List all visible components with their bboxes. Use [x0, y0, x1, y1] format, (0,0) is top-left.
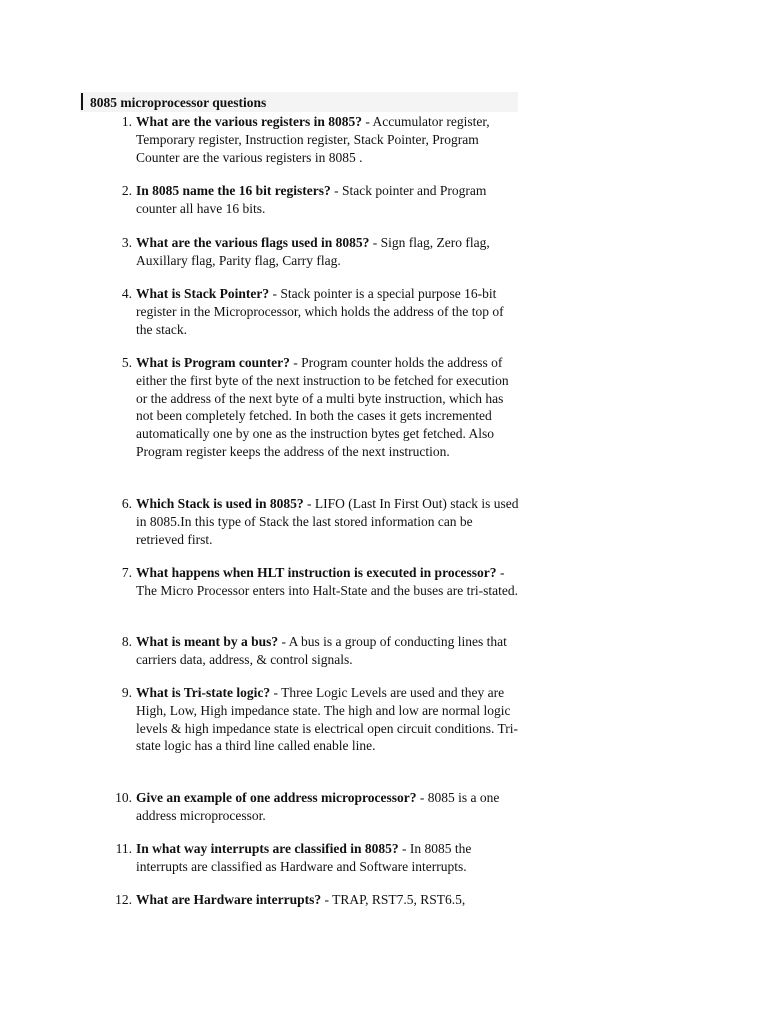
- item-body: [136, 354, 520, 461]
- question-text: What is meant by a bus?: [136, 634, 279, 649]
- answer-text: - In 8085 the interrupts are classified as Hardware and Software interrupts.: [136, 841, 472, 874]
- item-number: 7.: [121, 565, 132, 580]
- question-text: What is Program counter?: [136, 355, 290, 370]
- question-text: Give an example of one address microprocessor?: [136, 790, 417, 805]
- list-item: [110, 182, 520, 218]
- item-number: 11.: [115, 841, 132, 856]
- item-body: [136, 789, 520, 825]
- item-number: 3.: [121, 235, 132, 250]
- answer-text: - 8085 is a one address microprocessor.: [136, 790, 500, 823]
- item-body: [136, 564, 520, 600]
- document-title: 8085 microprocessor questions: [90, 95, 267, 110]
- item-body: [136, 840, 520, 876]
- answer-text: - Sign flag, Zero flag, Auxillary flag, Parity flag, Carry flag.: [136, 235, 490, 268]
- answer-text: - The Micro Processor enters into Halt-State and the buses are tri-stated.: [136, 565, 519, 598]
- answer-text: - Stack pointer is a special purpose 16-bit register in the Microprocessor, which holds the address of the top of the stack.: [136, 286, 504, 337]
- question-text: What happens when HLT instruction is executed in processor?: [136, 565, 497, 580]
- item-number: 1.: [121, 114, 132, 129]
- item-number: 12.: [115, 892, 132, 907]
- answer-text: - LIFO (Last In First Out) stack is used in 8085.In this type of Stack the last stored information can be retrieved first.: [136, 496, 519, 547]
- item-body: [136, 684, 520, 755]
- question-text: What are the various registers in 8085?: [136, 114, 362, 129]
- list-item: [110, 789, 520, 825]
- question-text: In what way interrupts are classified in 8085?: [136, 841, 399, 856]
- answer-text: - Accumulator register, Temporary register, Instruction register, Stack Pointer, Program Counter are the various registers in 8085 .: [136, 114, 490, 165]
- item-number: 8.: [121, 634, 132, 649]
- list-item: [110, 564, 520, 600]
- answer-text: - TRAP, RST7.5, RST6.5,: [321, 892, 466, 907]
- item-number: 4.: [121, 286, 132, 301]
- answer-text: - A bus is a group of conducting lines that carriers data, address, & control signals.: [136, 634, 507, 667]
- item-number: 10.: [115, 790, 132, 805]
- answer-text: - Three Logic Levels are used and they are High, Low, High impedance state. The high and low are normal logic levels & high impedance state is electrical open circuit conditions. Tri-state logic has a third line called enable line.: [136, 685, 519, 754]
- item-body: [136, 633, 520, 669]
- answer-text: - Stack pointer and Program counter all have 16 bits.: [136, 183, 487, 216]
- list-item: [110, 840, 520, 876]
- list-item: [110, 495, 520, 548]
- question-text: What are Hardware interrupts?: [136, 892, 322, 907]
- item-body: [136, 182, 520, 218]
- item-body: [136, 285, 520, 338]
- question-text: What is Stack Pointer?: [136, 286, 270, 301]
- list-item: [110, 113, 520, 166]
- item-body: [136, 113, 520, 166]
- list-item: [110, 633, 520, 669]
- item-body: [136, 234, 520, 270]
- list-item: [110, 285, 520, 338]
- item-body: [136, 891, 520, 909]
- list-item: [110, 354, 520, 461]
- list-item: [110, 234, 520, 270]
- item-number: 5.: [121, 355, 132, 370]
- item-body: [136, 495, 520, 548]
- answer-text: - Program counter holds the address of either the first byte of the next instruction to be fetched for execution or the address of the next byte of a multi byte instruction, which has not been completely fetched. In both the cases it gets incremented automatically one by one as the instruction bytes get fetched. Also Program register keeps the address of the next instruction.: [136, 355, 509, 459]
- question-text: Which Stack is used in 8085?: [136, 496, 304, 511]
- list-item: [110, 684, 520, 755]
- item-number: 6.: [121, 496, 132, 511]
- question-text: What is Tri-state logic?: [136, 685, 271, 700]
- question-text: In 8085 name the 16 bit registers?: [136, 183, 331, 198]
- question-text: What are the various flags used in 8085?: [136, 235, 370, 250]
- item-number: 2.: [121, 183, 132, 198]
- item-number: 9.: [121, 685, 132, 700]
- list-item: [110, 891, 520, 909]
